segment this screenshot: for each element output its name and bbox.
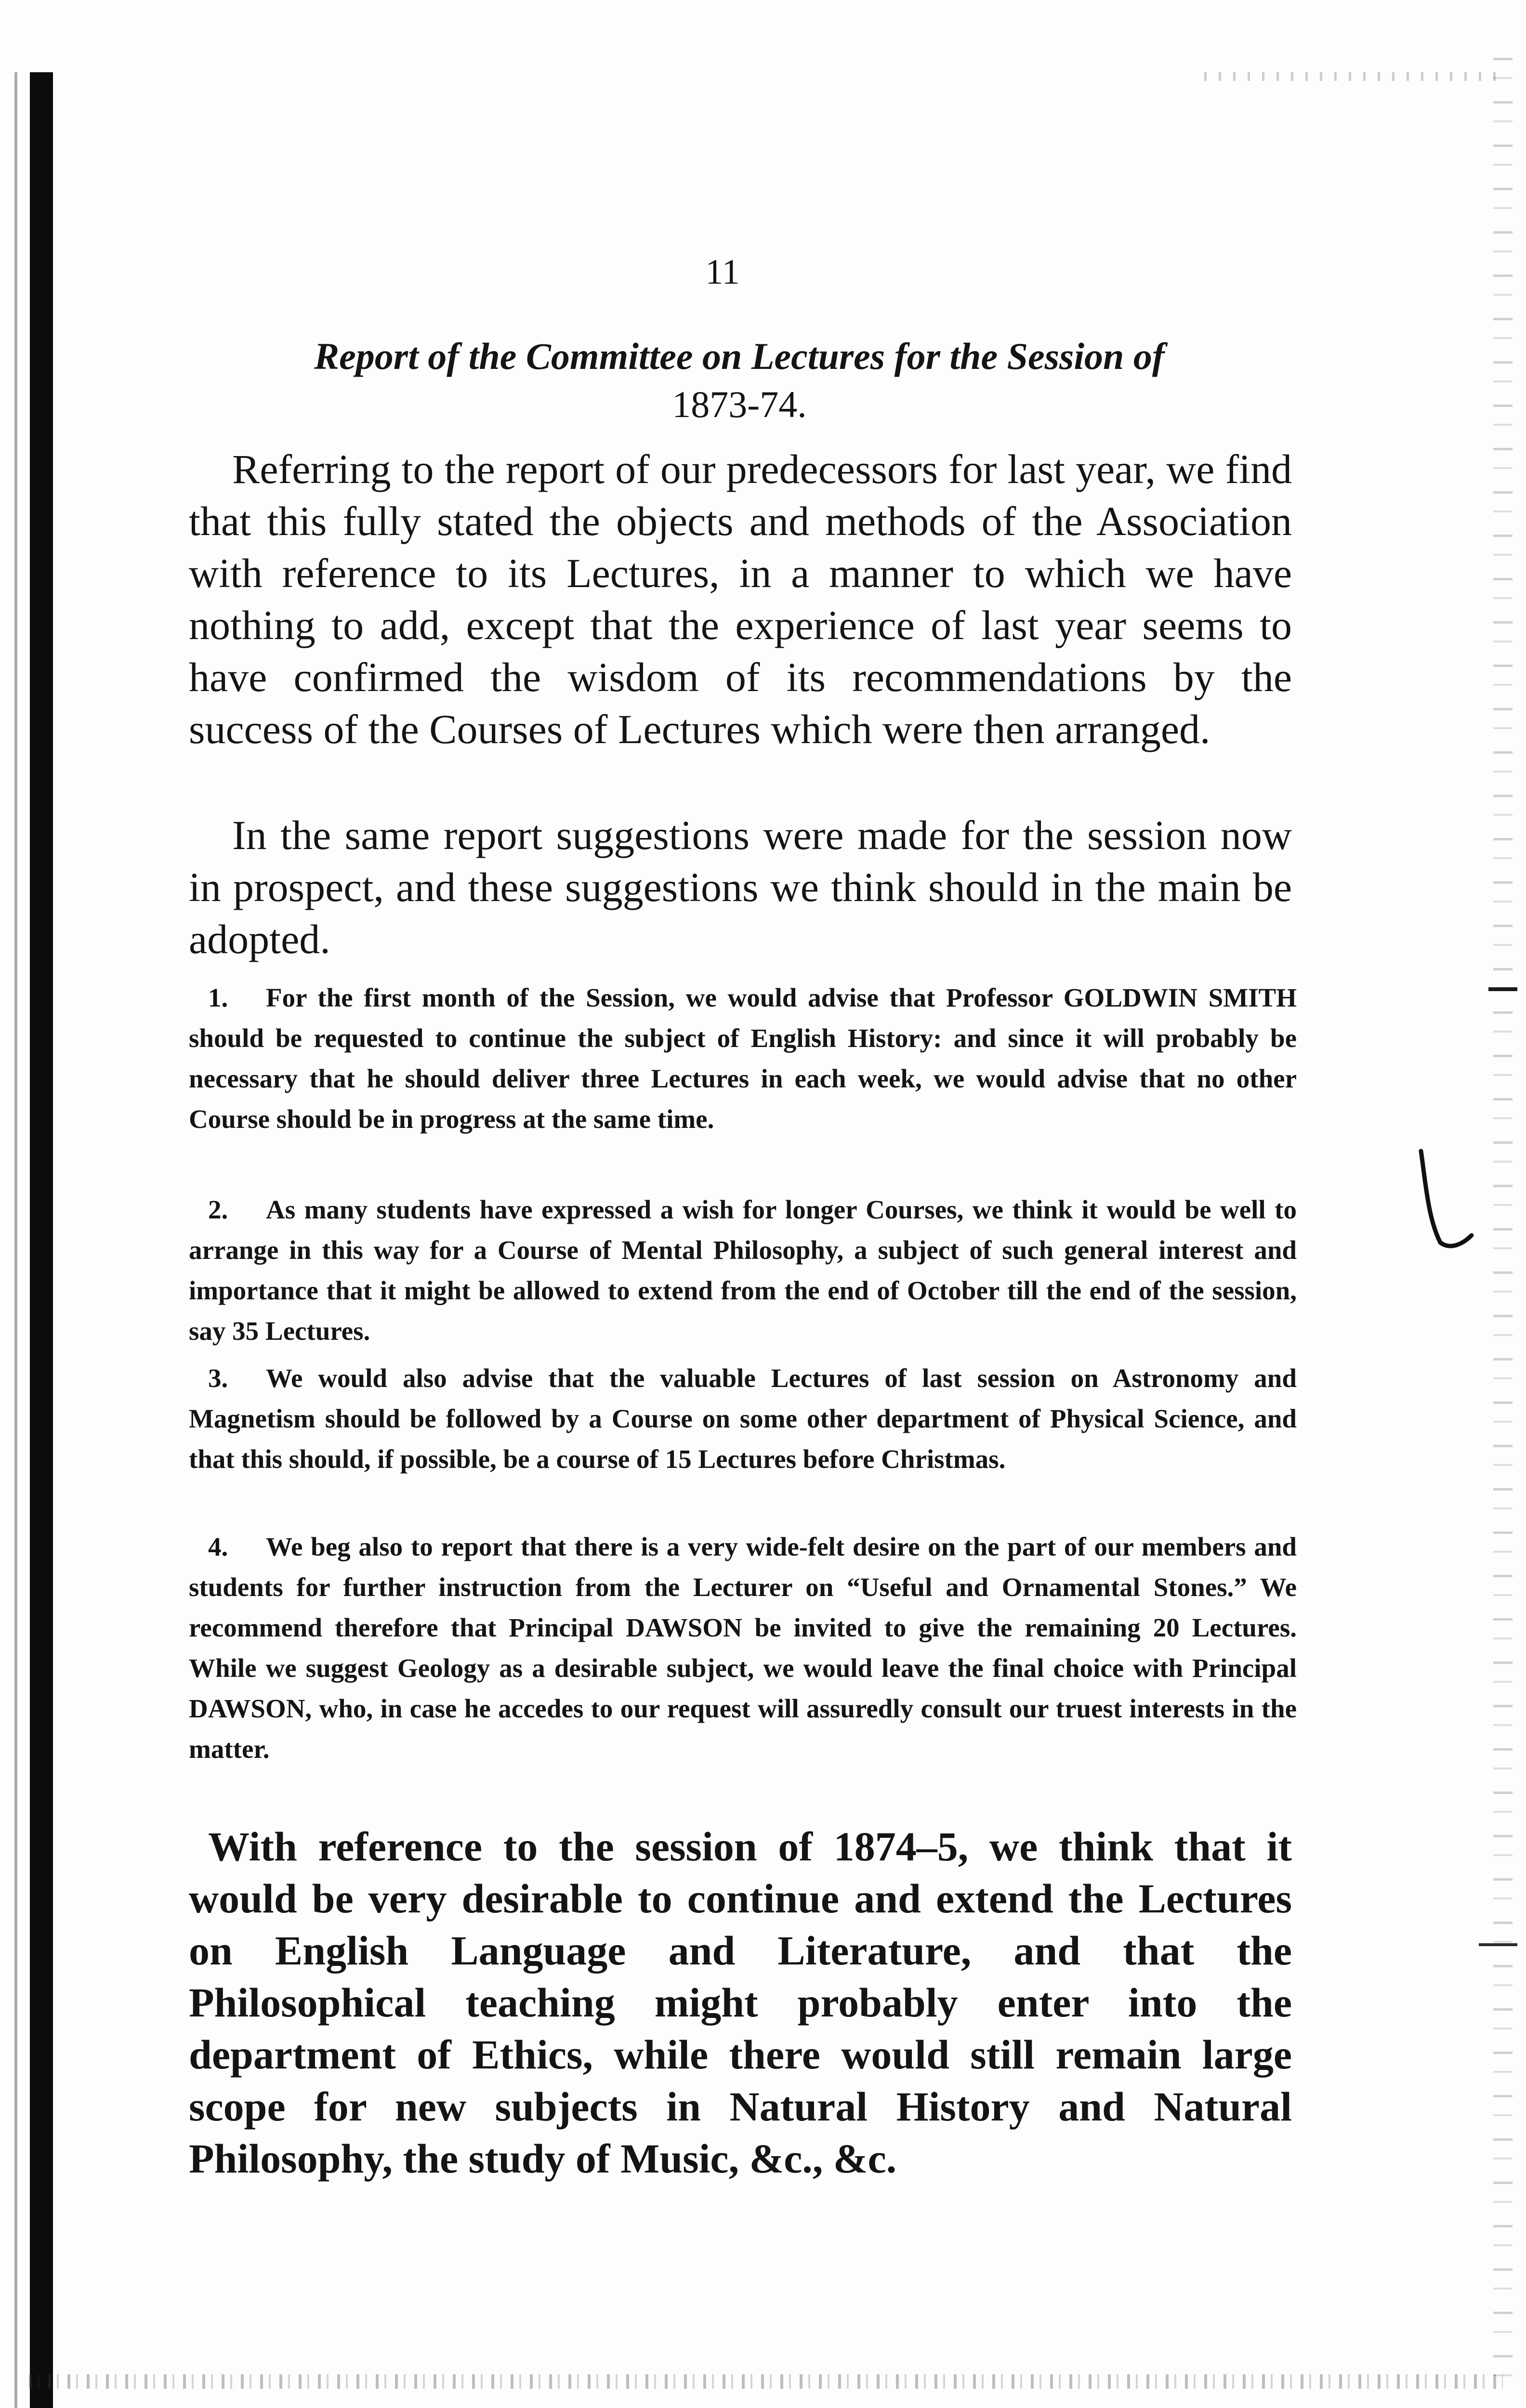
item-text: We beg also to report that there is a very wide-felt desire on the part of our members and students for further instruction from the Lecturer on “Useful and Ornamental Stones.” We recommend therefore that Principal DAWSON be invited to give the remaining 20 Lectures. While we suggest Geology as a desirable subject, we would leave the final choice with Principal DAWSON, who, in case he accedes to our request will assuredly consult our truest interests in the matter. [189, 1532, 1297, 1764]
binding-edge [30, 72, 53, 2408]
page-edge-shadow [14, 72, 17, 2408]
item-text: We would also advise that the valuable Lectures of last session on Astronomy and Magnetism should be followed by a Course on some other department of Physical Science, and that this should, if possible, be a course of 15 Lectures before Christmas. [189, 1363, 1297, 1474]
recommendation-item [189, 1527, 1297, 1769]
margin-dash [1479, 1943, 1517, 1946]
suggestions-paragraph: In the same report suggestions were made for the session now in prospect, and these suggestions we think should in the main be adopted. [189, 812, 1292, 962]
item-number: 4. [208, 1532, 228, 1561]
intro-paragraph: Referring to the report of our predecessors for last year, we find that this fully stated the objects and methods of the Association with reference to its Lectures, in a manner to which we have nothing to add, except that the experience of last year seems to have confirmed the wisdom of its recommendations by the success of the Courses of Lectures which were then arranged. [189, 446, 1292, 752]
report-title-year: 1873-74. [672, 383, 807, 425]
margin-pencil-mark [1411, 1146, 1479, 1257]
page-number: 11 [705, 252, 740, 292]
recommendation-item [189, 1190, 1297, 1351]
scan-noise-right [1493, 58, 1513, 2379]
item-number: 3. [208, 1363, 228, 1393]
report-title [185, 332, 1293, 429]
closing-paragraph: With reference to the session of 1874–5, we think that it would be very desirable to continue and extend the Lectures on English Language and Literature, and that the Philosophical teaching might probably enter into the department of Ethics, while there would still remain large scope for new subjects in Natural History and Natural Philosophy, the study of Music, &c., &c. [189, 1823, 1292, 2182]
item-number: 1. [208, 983, 228, 1012]
item-text: For the first month of the Session, we would advise that Professor GOLDWIN SMITH should be requested to continue the subject of English History: and since it will probably be necessary that he should deliver three Lectures in each week, we would advise that no other Course should be in progress at the same time. [189, 983, 1297, 1134]
recommendation-item [189, 978, 1297, 1139]
scan-noise-bottom [29, 2374, 1503, 2389]
item-text: As many students have expressed a wish for longer Courses, we think it would be well to arrange in this way for a Course of Mental Philosophy, a subject of such general interest and importance that it might be allowed to extend from the end of October till the end of the session, say 35 Lectures. [189, 1195, 1297, 1346]
item-number: 2. [208, 1195, 228, 1224]
recommendation-item [189, 1358, 1297, 1479]
report-title-line: Report of the Committee on Lectures for the Session of [314, 335, 1165, 377]
scan-noise-top [1204, 72, 1503, 81]
margin-dash [1488, 987, 1517, 991]
